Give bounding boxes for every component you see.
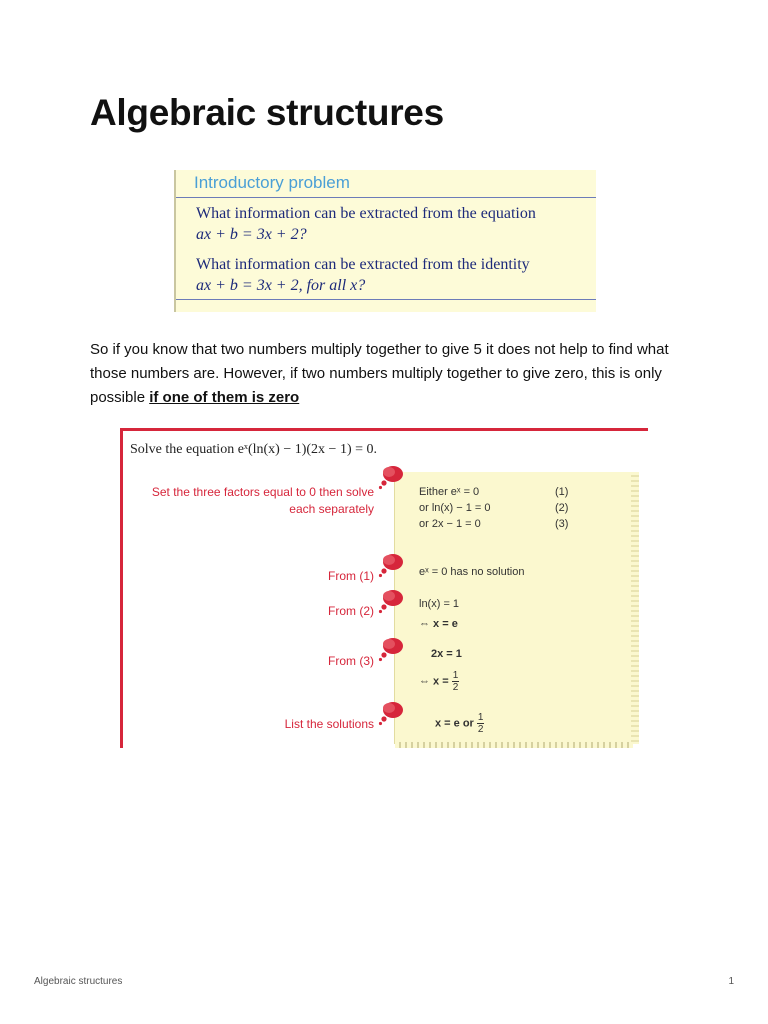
example-left-border (120, 428, 123, 748)
work-num-1: (1) (555, 486, 569, 498)
caption-from-2: From (2) (328, 604, 374, 618)
fraction-one-half: $\frac{1}{2}$ (452, 670, 459, 693)
work-solutions: x = e or $\frac{1}{2}$ (435, 712, 484, 735)
caption-set-factors: Set the three factors equal to 0 then solve each separately (151, 485, 374, 516)
work-x-half: ⇔ x = $\frac{1}{2}$ (419, 670, 459, 693)
intro-question-2-line-2: ax + b = 3x + 2, for all x? (196, 277, 366, 294)
work-or-1: or ln(x) − 1 = 0 (419, 502, 491, 514)
introductory-problem-box (174, 170, 596, 312)
caption-list-solutions: List the solutions (284, 717, 374, 731)
page-title: Algebraic structures (90, 92, 444, 133)
body-paragraph: So if you know that two numbers multiply together to give 5 it does not help to find what those numbers are. However, if two numbers multiply together to give zero, this is only possible if one of them is zero (90, 341, 669, 406)
caption-from-3: From (3) (328, 654, 374, 668)
thought-bubble-icon (378, 636, 404, 662)
intro-divider (176, 197, 596, 198)
work-or-2: or 2x − 1 = 0 (419, 518, 481, 530)
caption-from-1: From (1) (328, 569, 374, 583)
intro-heading: Introductory problem (194, 173, 350, 192)
work-num-2: (2) (555, 502, 569, 514)
highlighted-text: if one of them is zero (149, 389, 300, 406)
intro-question-1-line-1: What information can be extracted from the equation (196, 205, 536, 222)
worked-example (120, 428, 648, 750)
torn-edge-right (631, 472, 639, 744)
work-no-solution: eˣ = 0 has no solution (419, 566, 525, 578)
work-num-3: (3) (555, 518, 569, 530)
working-notes-panel (394, 472, 633, 744)
intro-question-1-line-2: ax + b = 3x + 2? (196, 226, 307, 243)
thought-bubble-icon (378, 552, 404, 578)
fraction-one-half-solution: $\frac{1}{2}$ (477, 712, 484, 735)
thought-bubble-icon (378, 464, 404, 490)
work-x-equals-e: ⇔ x = e (419, 618, 458, 630)
intro-question-2-line-1: What information can be extracted from the identity (196, 256, 530, 273)
thought-bubble-icon (378, 588, 404, 614)
work-two-x: 2x = 1 (431, 648, 462, 660)
torn-edge-bottom (395, 742, 633, 748)
intro-bottom-rule (176, 299, 596, 300)
work-either: Either eˣ = 0 (419, 486, 480, 498)
page-number: 1 (728, 976, 734, 987)
footer-title: Algebraic structures (34, 976, 123, 987)
thought-bubble-icon (378, 700, 404, 726)
example-equation: Solve the equation eˣ(ln(x) − 1)(2x − 1) = 0. (130, 442, 378, 457)
example-top-border (120, 428, 648, 431)
work-ln-equation: ln(x) = 1 (419, 598, 460, 610)
